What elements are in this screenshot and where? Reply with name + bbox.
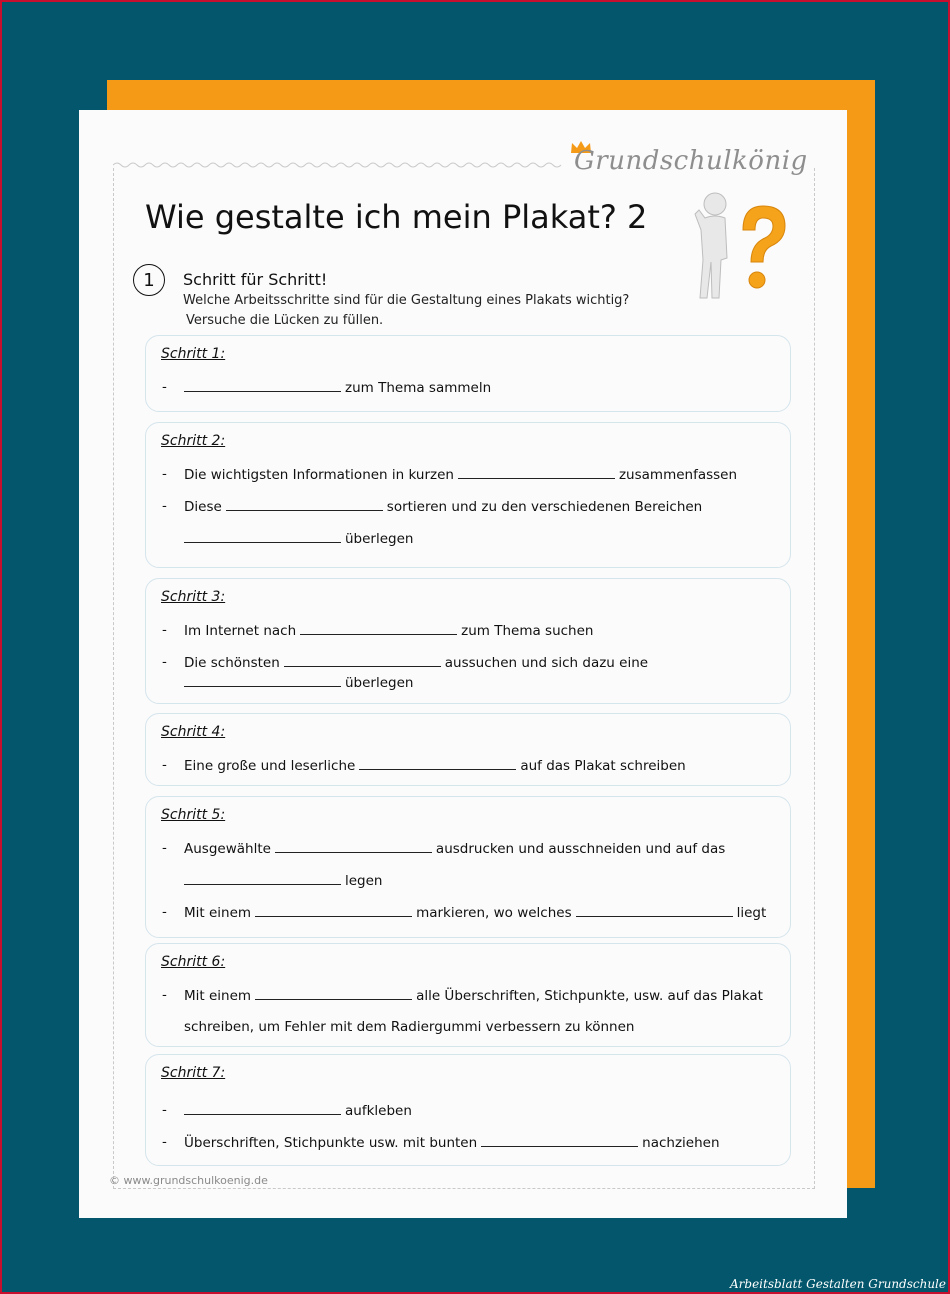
exercise-question: Welche Arbeitsschritte sind für die Gestaltung eines Plakats wichtig? [183,293,630,308]
step-line [162,498,703,515]
step-label: Schritt 4: [161,724,226,740]
line-text: überlegen [345,675,414,691]
line-text: Die schönsten [184,655,280,671]
step-line [162,379,492,396]
line-text: Ausgewählte [184,841,271,857]
step-box-1 [145,335,791,412]
line-text: Diese [184,499,222,515]
line-text: überlegen [345,531,414,547]
bullet-dash: - [162,1134,167,1150]
exercise-hint: Versuche die Lücken zu füllen. [186,313,384,328]
line-text: aussuchen und sich dazu eine [444,655,649,671]
bullet-dash: - [162,757,167,773]
line-text: nachziehen [642,1135,720,1151]
blank-field[interactable] [359,757,516,770]
step-line [162,840,726,857]
blank-field[interactable] [184,530,341,543]
bullet-dash: - [162,1102,167,1118]
blank-field[interactable] [284,654,441,667]
step-label: Schritt 6: [161,954,226,970]
brand-name: Grundschulkönig [574,146,808,176]
line-text: liegt [736,905,767,921]
line-text: schreiben, um Fehler mit dem Radiergummi verbessern zu können [184,1019,635,1035]
line-text: Mit einem [184,905,252,921]
blank-field[interactable] [275,840,432,853]
step-label: Schritt 1: [161,346,226,362]
bullet-dash: - [162,466,167,482]
worksheet [79,110,847,1218]
step-line [162,622,594,639]
step-line [162,466,738,483]
step-line [162,1134,720,1151]
image-caption: Arbeitsblatt Gestalten Grundschule [730,1277,946,1291]
bullet-dash: - [162,622,167,638]
step-line [162,654,649,671]
line-text: markieren, wo welches [416,905,572,921]
blank-field[interactable] [300,622,457,635]
blank-field[interactable] [184,872,341,885]
page-title: Wie gestalte ich mein Plakat? 2 [145,198,648,236]
step-line [184,674,413,691]
step-box-5 [145,796,791,938]
thinking-figure-question-mark-icon [691,190,791,305]
blank-field[interactable] [184,1102,341,1115]
step-line [184,1019,634,1035]
exercise-number: 1 [133,264,165,296]
line-text: zum Thema suchen [461,623,594,639]
step-line [162,904,767,921]
step-box-6 [145,943,791,1047]
line-text: auf das Plakat schreiben [520,758,686,774]
step-label: Schritt 5: [161,807,226,823]
footer-copyright: © www.grundschulkoenig.de [109,1174,268,1187]
line-text: Die wichtigsten Informationen in kurzen [184,467,454,483]
step-line [162,987,763,1004]
step-box-7 [145,1054,791,1166]
line-text: zusammenfassen [618,467,738,483]
bullet-dash: - [162,904,167,920]
line-text: sortieren und zu den verschiedenen Bereichen [386,499,703,515]
line-text: alle Überschriften, Stichpunkte, usw. auf das Plakat [416,988,763,1004]
step-box-4 [145,713,791,786]
step-box-3 [145,578,791,704]
blank-field[interactable] [481,1134,638,1147]
blank-field[interactable] [255,904,412,917]
step-label: Schritt 7: [161,1065,226,1081]
step-box-2 [145,422,791,568]
blank-field[interactable] [576,904,733,917]
bullet-dash: - [162,840,167,856]
step-line [162,1102,412,1119]
blank-field[interactable] [184,674,341,687]
step-line [162,757,686,774]
line-text: Überschriften, Stichpunkte usw. mit bunten [184,1135,478,1151]
bullet-dash: - [162,987,167,1003]
line-text: legen [345,873,383,889]
bullet-dash: - [162,498,167,514]
line-text: aufkleben [345,1103,412,1119]
blank-field[interactable] [458,466,615,479]
line-text: Eine große und leserliche [184,758,356,774]
blank-field[interactable] [255,987,412,1000]
blank-field[interactable] [226,498,383,511]
bullet-dash: - [162,654,167,670]
line-text: zum Thema sammeln [345,380,492,396]
step-line [184,530,413,547]
step-label: Schritt 3: [161,589,226,605]
brand-logo [574,140,824,190]
step-label: Schritt 2: [161,433,226,449]
blank-field[interactable] [184,379,341,392]
exercise-heading: Schritt für Schritt! [183,270,328,289]
bullet-dash: - [162,379,167,395]
line-text: Mit einem [184,988,252,1004]
step-line [184,872,383,889]
line-text: ausdrucken und ausschneiden und auf das [435,841,726,857]
line-text: Im Internet nach [184,623,297,639]
